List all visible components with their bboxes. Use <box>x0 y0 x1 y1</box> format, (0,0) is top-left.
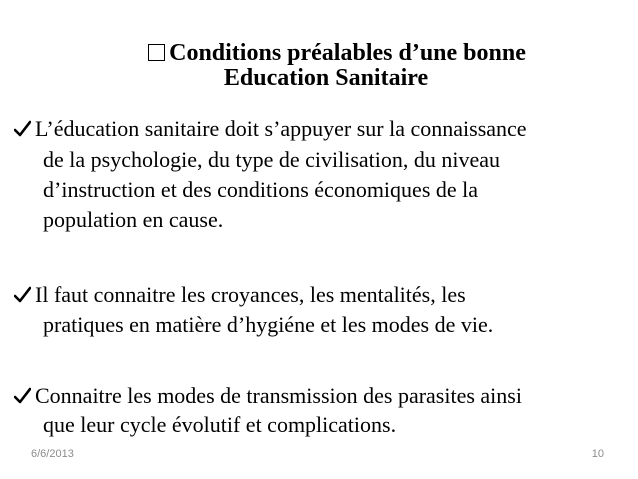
bullet-1-line-2: de la psychologie, du type de civilisation, du niveau <box>43 147 501 172</box>
slide-title-line-2: Education Sanitaire <box>223 65 429 91</box>
bullet-3-line-1 <box>14 382 522 410</box>
checkmark-icon <box>14 120 31 138</box>
bullet-2-text-1: Il faut connaitre les croyances, les mentalités, les <box>35 282 466 307</box>
bullet-1-line-3: d’instruction et des conditions économiques de la <box>43 177 479 202</box>
bullet-2-line-2: pratiques en matière d’hygiéne et les modes de vie. <box>43 312 494 337</box>
bullet-1-line-1 <box>14 115 527 143</box>
checkmark-icon <box>14 387 31 405</box>
checkmark-icon <box>14 286 31 304</box>
bullet-1-text-1: L’éducation sanitaire doit s’appuyer sur la connaissance <box>35 116 527 141</box>
slide-title-text-1: Conditions préalables d’une bonne <box>169 40 526 66</box>
footer-date: 6/6/2013 <box>31 448 74 460</box>
bullet-1-line-4: population en cause. <box>43 207 224 232</box>
bullet-3-line-2: que leur cycle évolutif et complications. <box>43 412 397 437</box>
footer-page-number: 10 <box>591 448 604 460</box>
checkbox-square-icon <box>148 44 165 61</box>
bullet-3-text-1: Connaitre les modes de transmission des parasites ainsi <box>35 383 522 408</box>
bullet-2-line-1 <box>14 281 466 309</box>
